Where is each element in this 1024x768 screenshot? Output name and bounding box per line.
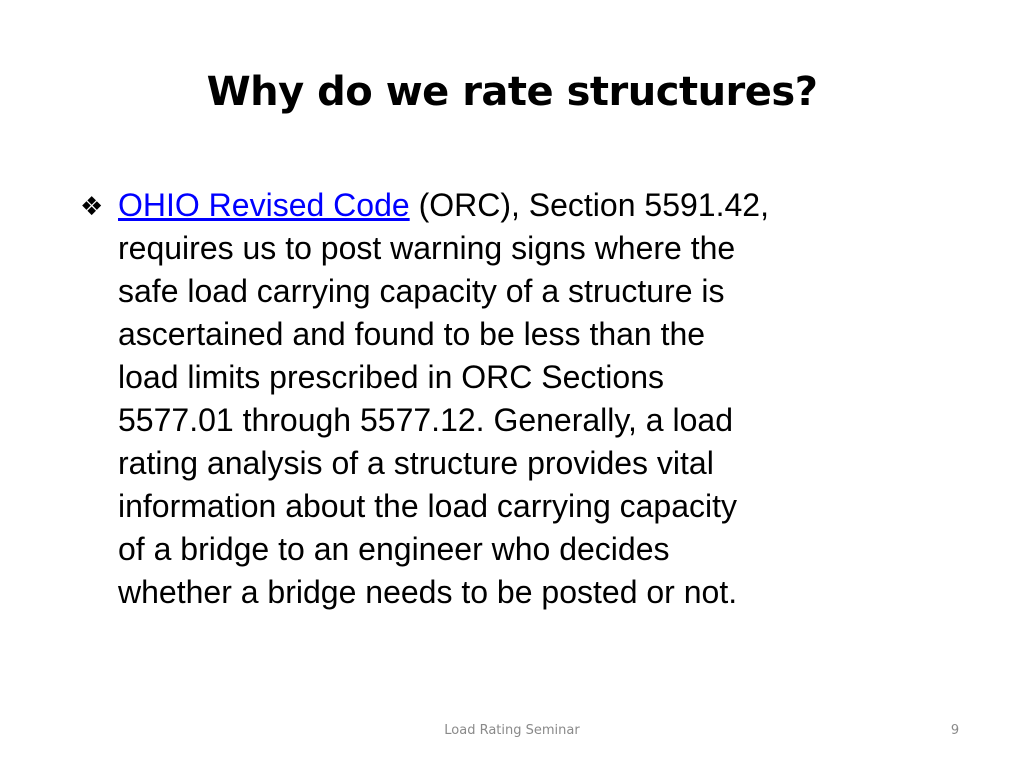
- bullet-line-7: rating analysis of a structure provides vital: [118, 445, 714, 481]
- bullet-line-9: of a bridge to an engineer who decides: [118, 531, 670, 567]
- bullet-line-1-rest: (ORC), Section 5591.42,: [409, 187, 769, 223]
- footer-title: Load Rating Seminar: [444, 723, 580, 738]
- bullet-line-2: requires us to post warning signs where the: [118, 230, 736, 266]
- diamond-bullet-icon: ❖: [80, 192, 104, 222]
- bullet-text: [118, 184, 950, 614]
- bullet-line-5: load limits prescribed in ORC Sections: [118, 359, 664, 395]
- bullet-line-1: [118, 184, 950, 227]
- slide-title: Why do we rate structures?: [206, 69, 818, 115]
- bullet-line-3: safe load carrying capacity of a structure is: [118, 273, 725, 309]
- bullet-line-6: 5577.01 through 5577.12. Generally, a load: [118, 402, 733, 438]
- page-number: 9: [950, 723, 960, 738]
- bullet-line-8: information about the load carrying capacity: [118, 488, 738, 524]
- bullet-line-10: whether a bridge needs to be posted or not.: [118, 574, 738, 610]
- bullet-line-4: ascertained and found to be less than the: [118, 316, 706, 352]
- ohio-revised-code-link[interactable]: OHIO Revised Code: [118, 187, 410, 223]
